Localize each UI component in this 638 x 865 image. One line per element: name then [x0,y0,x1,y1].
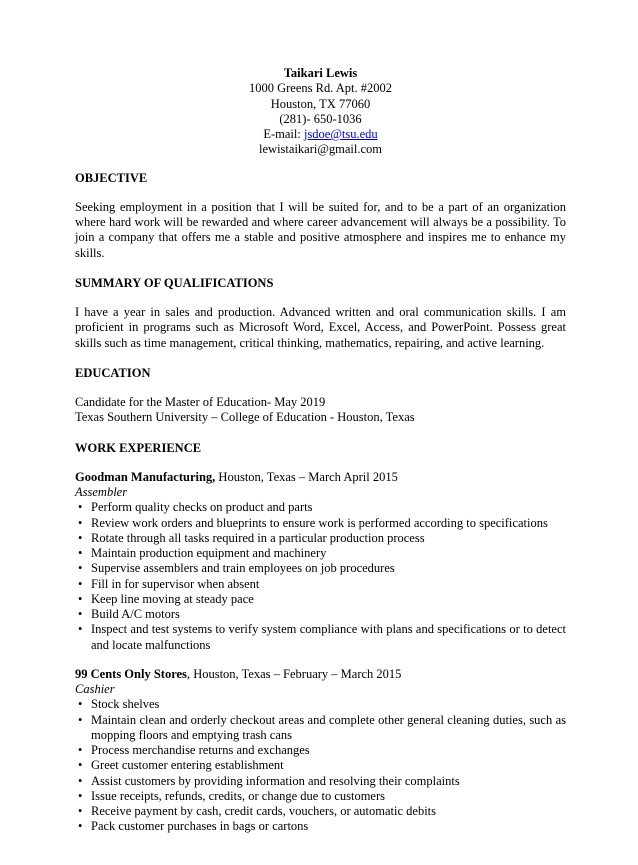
section-title-education: EDUCATION [75,365,151,380]
education-degree: Candidate for the Master of Education- May 2019 [75,395,326,409]
job-duties-list [75,500,566,653]
resume-header [75,66,566,158]
job-duty: • Maintain production equipment and machinery [78,546,566,561]
job-heading [75,667,566,682]
job-duty: • Inspect and test systems to verify system compliance with plans and specifications or to detect and locate malfunctions [78,622,566,653]
job-duty: • Rotate through all tasks required in a particular production process [78,531,566,546]
job-company: 99 Cents Only Stores [75,666,187,681]
job-duty: • Process merchandise returns and exchanges [78,743,566,758]
section-title-summary: SUMMARY OF QUALIFICATIONS [75,275,274,290]
summary-text: I have a year in sales and production. Advanced written and oral communication skills. I am proficient in programs such as Microsoft Word, Excel, Access, and PowerPoint. Possess great skills such as time management, critical thinking, mathematics, repairing, and active learning. [75,305,566,350]
job-duty: • Issue receipts, refunds, credits, or change due to customers [78,789,566,804]
job-duty: • Review work orders and blueprints to ensure work is performed according to specifications [78,516,566,531]
education-school: Texas Southern University – College of Education - Houston, Texas [75,410,415,425]
address-line-2: Houston, TX 77060 [270,96,371,111]
job-duty: • Stock shelves [78,697,566,712]
job-heading [75,470,566,485]
objective-text: Seeking employment in a position that I will be suited for, and to be a part of an organization where hard work will be rewarded and where career advancement will always be a possibility. To join a company that offers me a stable and positive atmosphere and inspires me to enhance my skills. [75,199,566,260]
section-title-objective: OBJECTIVE [75,170,148,185]
phone-number: (281)- 650-1036 [279,111,362,126]
job-99-cents-only-stores [75,667,566,835]
job-goodman-manufacturing [75,470,566,653]
job-duty: • Assist customers by providing information and resolving their complaints [78,774,566,789]
job-duty: • Greet customer entering establishment [78,758,566,773]
candidate-name: Taikari Lewis [283,66,358,80]
job-duty: • Receive payment by cash, credit cards, vouchers, or automatic debits [78,804,566,819]
address-line-1: 1000 Greens Rd. Apt. #2002 [248,81,393,96]
job-location-dates: , Houston, Texas – February – March 2015 [186,666,402,681]
job-duty: • Build A/C motors [78,607,566,622]
job-role: Assembler [75,485,128,499]
job-location-dates: Houston, Texas – March April 2015 [215,469,398,484]
job-duty: • Fill in for supervisor when absent [78,577,566,592]
job-duty: • Maintain clean and orderly checkout areas and complete other general cleaning duties, such as mopping floors and emptying trash cans [78,713,566,744]
job-duty: • Supervise assemblers and train employees on job procedures [78,561,566,576]
section-title-work-experience: WORK EXPERIENCE [75,440,202,455]
email-line [75,127,566,142]
job-duty: • Keep line moving at steady pace [78,592,566,607]
secondary-email: lewistaikari@gmail.com [259,142,382,157]
email-link[interactable]: jsdoe@tsu.edu [303,127,378,141]
job-role: Cashier [75,682,115,696]
job-duties-list [75,697,566,834]
email-label: E-mail: [263,127,304,141]
job-duty: • Pack customer purchases in bags or cartons [78,819,566,834]
job-company: Goodman Manufacturing, [75,469,216,484]
job-duty: • Perform quality checks on product and parts [78,500,566,515]
